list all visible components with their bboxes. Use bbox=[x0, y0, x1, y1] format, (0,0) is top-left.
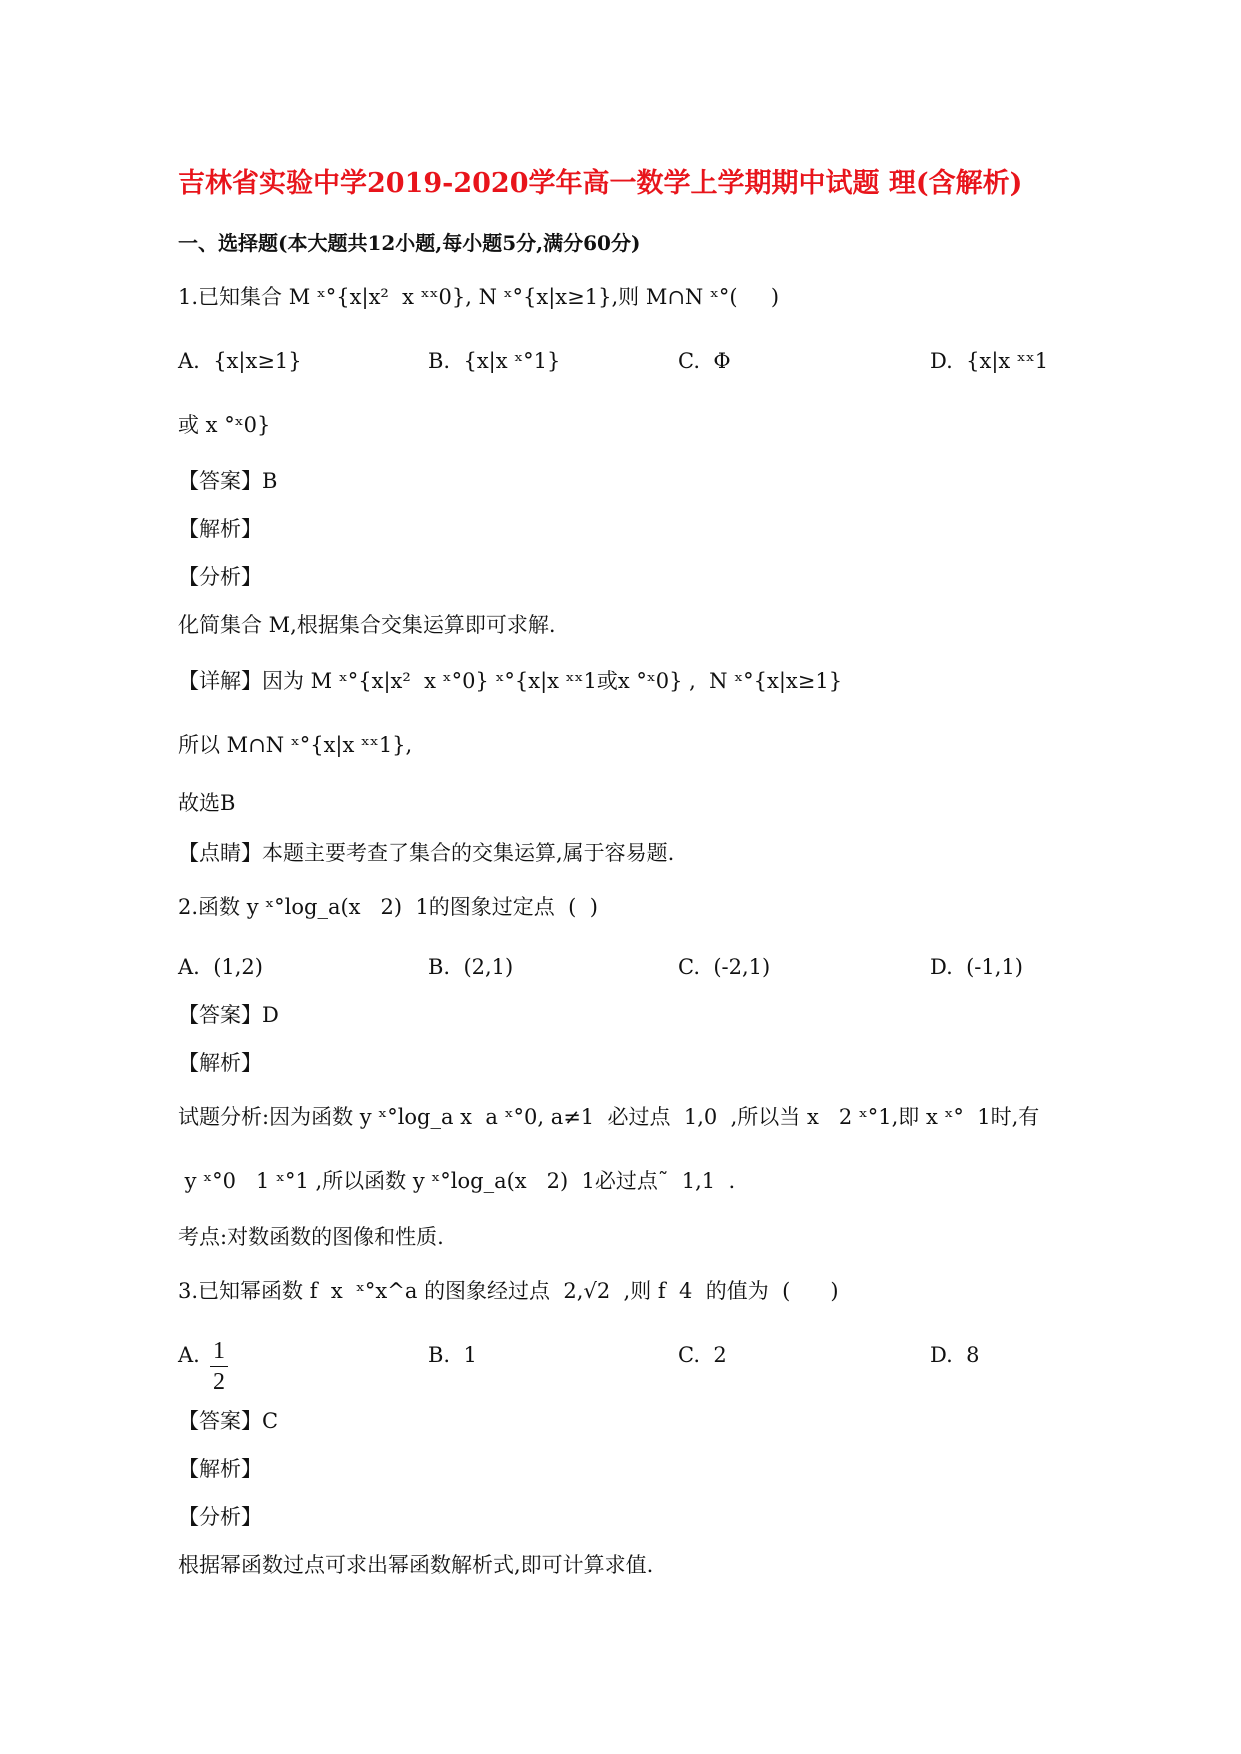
q3-fenxi-label: 【分析】 bbox=[178, 1505, 262, 1529]
q3-stem: 3.已知幂函数 f x ˣ°x^a 的图象经过点 2,√2 ,则 f 4 的值为 ( ) bbox=[178, 1279, 839, 1303]
q3-jiexi-label: 【解析】 bbox=[178, 1457, 262, 1481]
section-header: 一、选择题(本大题共12小题,每小题5分,满分60分) bbox=[178, 231, 641, 255]
q3-choice-c: C. 2 bbox=[678, 1343, 727, 1367]
q2-jiexi-label: 【解析】 bbox=[178, 1051, 262, 1075]
q2-choice-d: D. (-1,1) bbox=[930, 955, 1023, 979]
q2-stem: 2.函数 y ˣ°log_a(x 2) 1的图象过定点 ( ) bbox=[178, 895, 598, 919]
q1-remark: 【点睛】本题主要考查了集合的交集运算,属于容易题. bbox=[178, 841, 675, 865]
document-title: 吉林省实验中学2019-2020学年高一数学上学期期中试题 理(含解析) bbox=[178, 168, 1023, 199]
q1-jiexi-label: 【解析】 bbox=[178, 517, 262, 541]
q3-choice-d: D. 8 bbox=[930, 1343, 980, 1367]
q1-analysis: 化简集合 M,根据集合交集运算即可求解. bbox=[178, 613, 556, 637]
q1-choose: 故选B bbox=[178, 791, 236, 815]
q1-choice-a: A. {x|x≥1} bbox=[178, 349, 302, 373]
q1-choice-d-continued: 或 x °ˣ0} bbox=[178, 413, 271, 437]
q1-choice-c: C. Φ bbox=[678, 349, 731, 373]
q1-answer: 【答案】B bbox=[178, 469, 278, 493]
q2-choice-c: C. (-2,1) bbox=[678, 955, 771, 979]
q1-choice-b: B. {x|x ˣ°1} bbox=[428, 349, 561, 373]
fraction-denominator: 2 bbox=[213, 1369, 225, 1395]
q1-detail: 【详解】因为 M ˣ°{x|x² x ˣ°0} ˣ°{x|x ˣˣ1或x °ˣ0} , N ˣ°{x|x≥1} bbox=[178, 669, 843, 693]
q1-detail-2: 所以 M∩N ˣ°{x|x ˣˣ1}, bbox=[178, 733, 413, 757]
fraction-numerator: 1 bbox=[213, 1338, 225, 1364]
q3-choice-a-label: A. bbox=[178, 1343, 200, 1367]
q3-choice-a-fraction bbox=[208, 1336, 230, 1397]
q2-choice-b: B. (2,1) bbox=[428, 955, 514, 979]
q3-answer: 【答案】C bbox=[178, 1409, 279, 1433]
q2-analysis-2: y ˣ°0 1 ˣ°1 ,所以函数 y ˣ°log_a(x 2) 1必过点˜ 1,1 . bbox=[178, 1169, 736, 1193]
q1-fenxi-label: 【分析】 bbox=[178, 565, 262, 589]
q3-choice-b: B. 1 bbox=[428, 1343, 477, 1367]
q1-choice-d: D. {x|x ˣˣ1 bbox=[930, 349, 1049, 373]
q2-answer: 【答案】D bbox=[178, 1003, 279, 1027]
q3-analysis: 根据幂函数过点可求出幂函数解析式,即可计算求值. bbox=[178, 1553, 654, 1577]
q2-analysis-1: 试题分析:因为函数 y ˣ°log_a x a ˣ°0, a≠1 必过点 1,0 ,所以当 x 2 ˣ°1,即 x ˣ° 1时,有 bbox=[178, 1105, 1040, 1129]
q2-choice-a: A. (1,2) bbox=[178, 955, 263, 979]
q2-kaodian: 考点:对数函数的图像和性质. bbox=[178, 1225, 444, 1249]
q1-stem: 1.已知集合 M ˣ°{x|x² x ˣˣ0}, N ˣ°{x|x≥1},则 M∩N ˣ°( ) bbox=[178, 285, 780, 309]
